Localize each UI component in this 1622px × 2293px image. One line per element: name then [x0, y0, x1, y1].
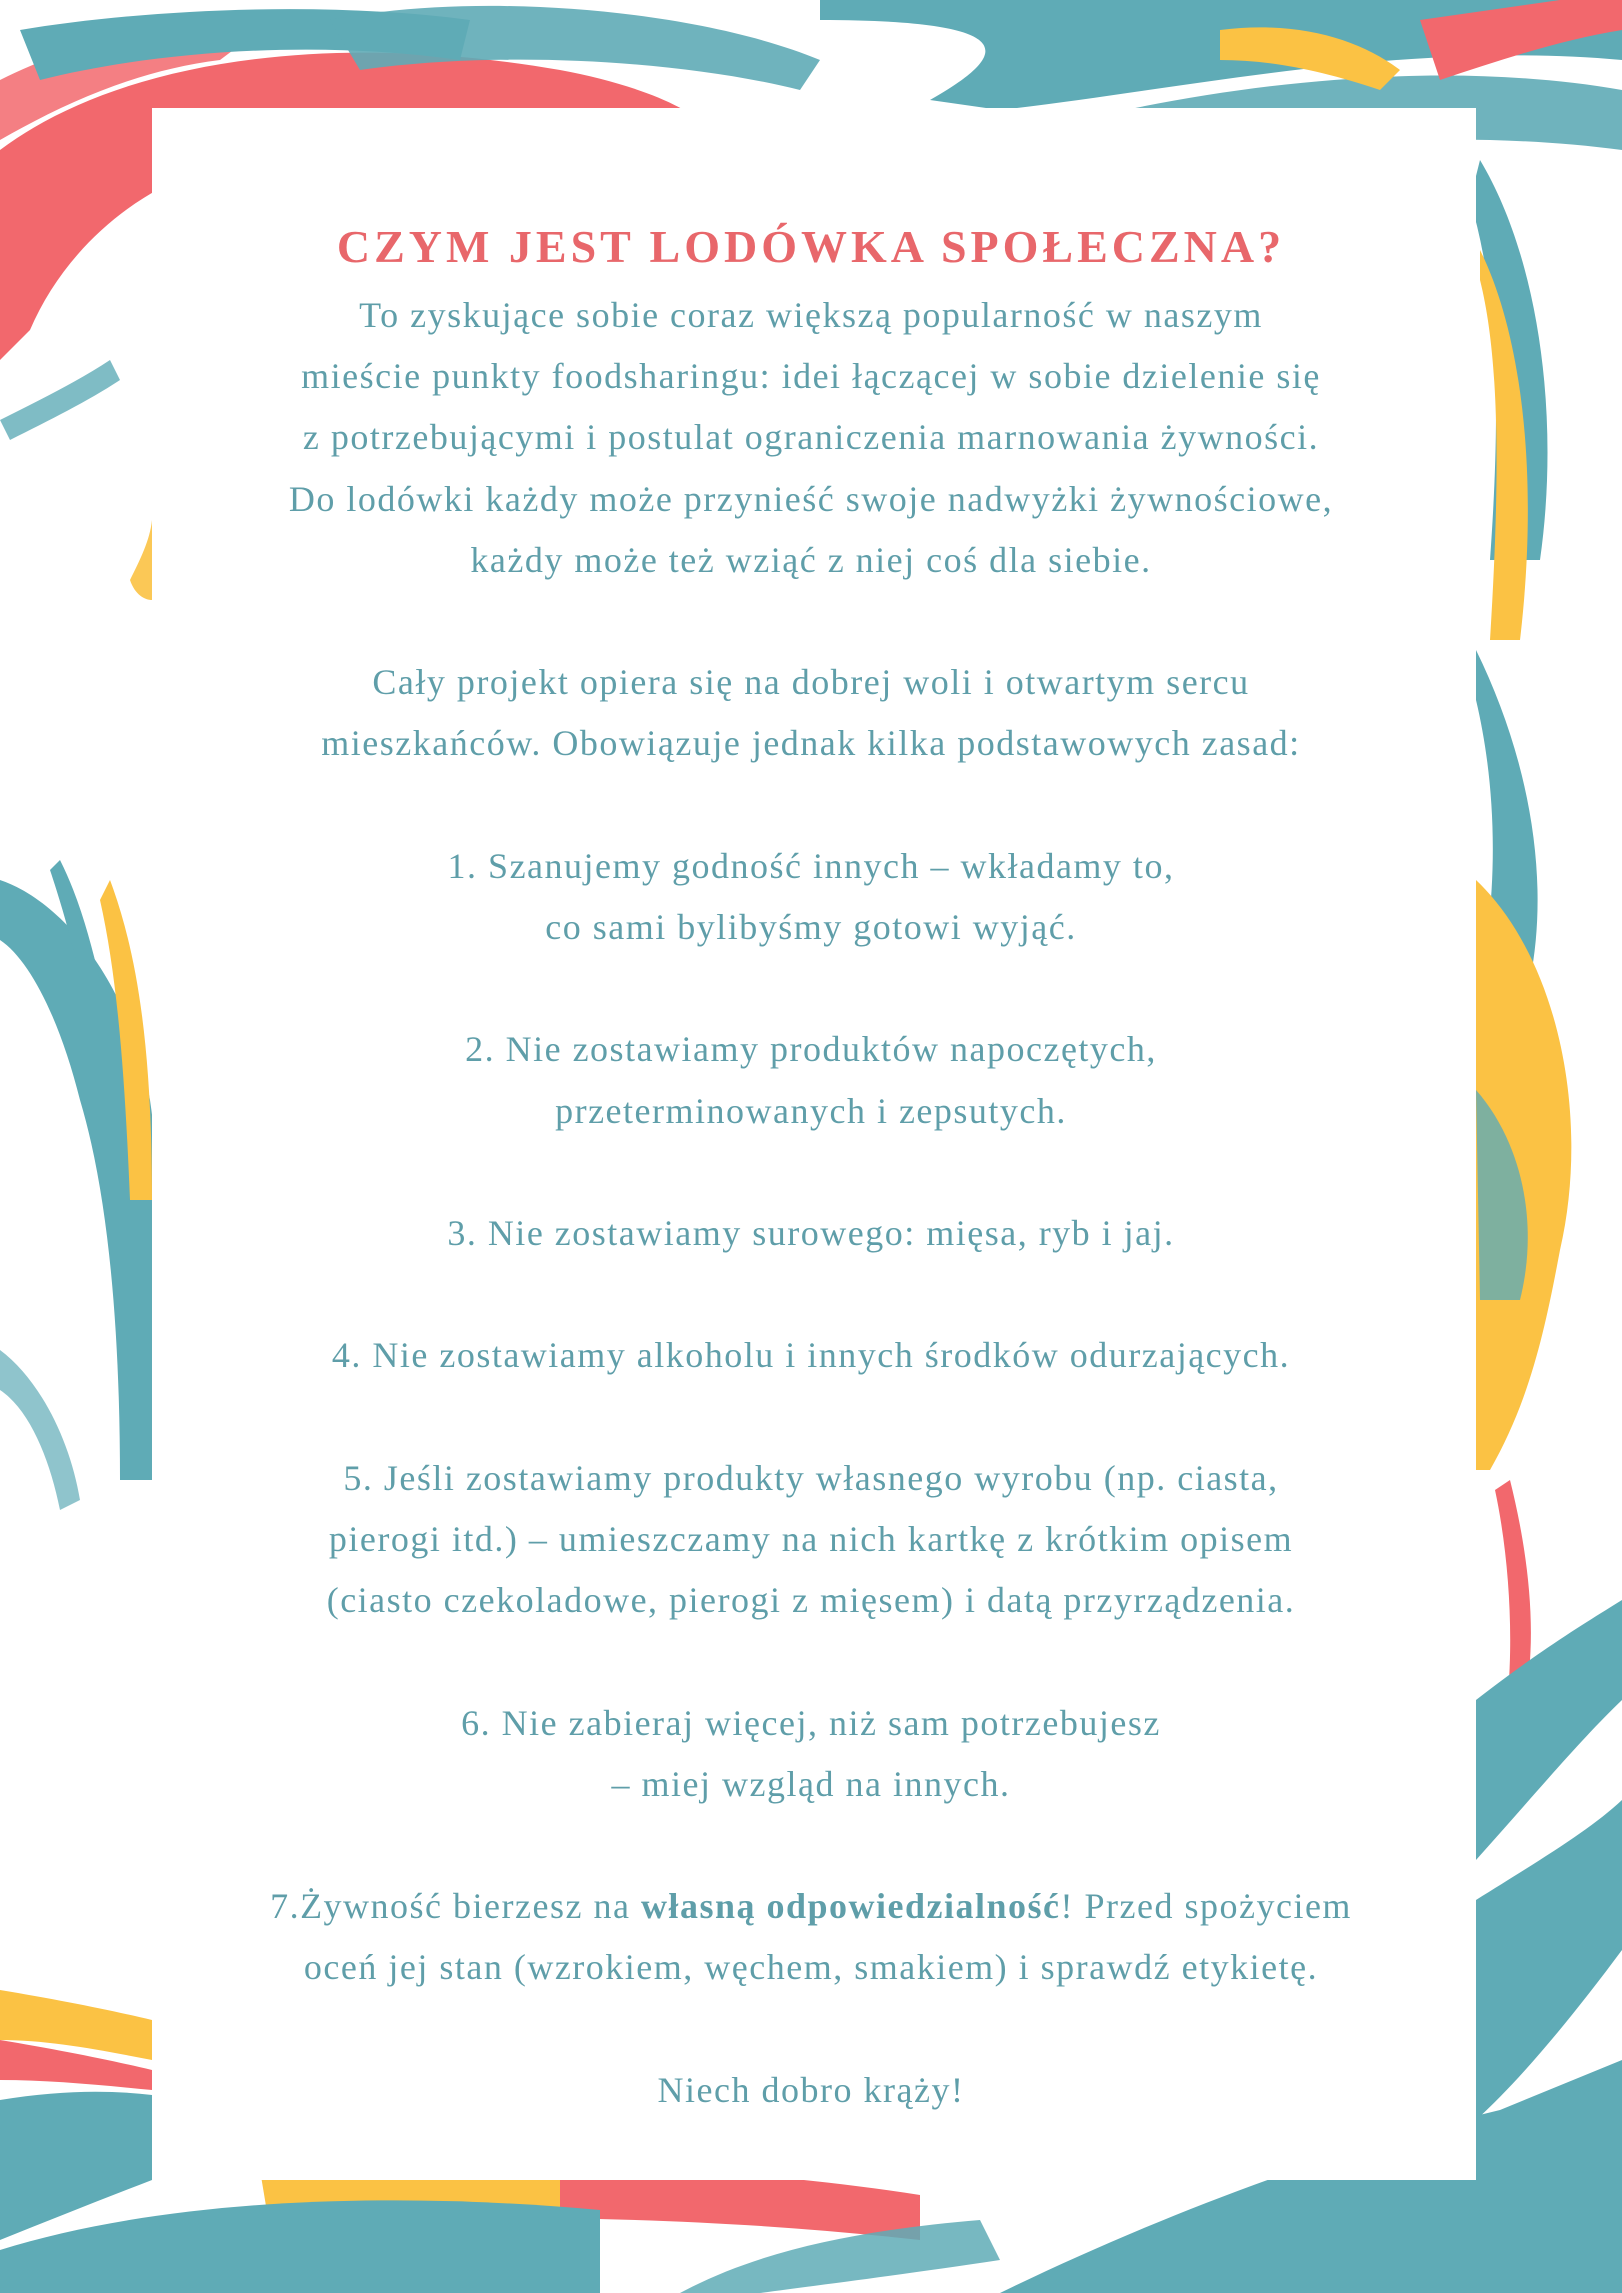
intro-line: mieście punkty foodsharingu: idei łączącej w sobie dzielenie się: [301, 356, 1321, 397]
closing-text: Niech dobro krąży!: [657, 2069, 965, 2110]
rule-line: 6. Nie zabieraj więcej, niż sam potrzebujesz: [461, 1702, 1161, 1743]
rule-line: co sami bylibyśmy gotowi wyjąć.: [545, 907, 1077, 947]
page-title: CZYM JEST LODÓWKA SPOŁECZNA?: [336, 220, 1286, 272]
rule-7: [0, 1876, 1622, 1998]
rule-line: 2. Nie zostawiamy produktów napoczętych,: [465, 1029, 1157, 1070]
rule-line: 1. Szanujemy godność innych – wkładamy to,: [447, 845, 1175, 886]
project-paragraph: [0, 652, 1622, 774]
rule-line: 3. Nie zostawiamy surowego: mięsa, ryb i jaj.: [447, 1212, 1175, 1253]
rule-line: [0, 1876, 1622, 1937]
intro-line: każdy może też wziąć z niej coś dla siebie.: [470, 539, 1152, 580]
intro-line: Do lodówki każdy może przynieść swoje nadwyżki żywnościowe,: [288, 478, 1334, 519]
rule-4: [0, 1325, 1622, 1386]
rule-1: [0, 836, 1622, 958]
teal-brush-stroke: [0, 2200, 600, 2293]
intro-line: z potrzebującymi i postulat ograniczenia marnowania żywności.: [302, 417, 1320, 458]
intro-line: To zyskujące sobie coraz większą popularność w naszym: [359, 295, 1263, 335]
rule-7-emphasis: własną odpowiedzialność: [640, 1886, 1061, 1927]
rule-3: [0, 1203, 1622, 1264]
rule-2: [0, 1019, 1622, 1141]
rule-6: [0, 1693, 1622, 1815]
project-line: mieszkańców. Obowiązuje jednak kilka podstawowych zasad:: [321, 723, 1301, 764]
rule-line: przeterminowanych i zepsutych.: [555, 1090, 1067, 1131]
closing-line: [0, 2060, 1622, 2121]
document-body: [0, 285, 1622, 2121]
rule-line: oceń jej stan (wzrokiem, węchem, smakiem) i sprawdź etykietę.: [303, 1947, 1319, 1988]
rule-line: 4. Nie zostawiamy alkoholu i innych środków odurzających.: [331, 1335, 1291, 1376]
rule-line: (ciasto czekoladowe, pierogi z mięsem) i datą przyrządzenia.: [326, 1580, 1296, 1621]
rule-5: [0, 1448, 1622, 1632]
rule-line: – miej wzgląd na innych.: [611, 1763, 1011, 1804]
project-line: Cały projekt opiera się na dobrej woli i otwartym sercu: [372, 662, 1250, 703]
rule-line: 5. Jeśli zostawiamy produkty własnego wyrobu (np. ciasta,: [343, 1457, 1279, 1498]
rule-7-prefix: 7.Żywność bierzesz na: [270, 1886, 641, 1927]
rule-7-suffix: ! Przed spożyciem: [1060, 1886, 1352, 1927]
intro-paragraph: [0, 285, 1622, 591]
rule-line: pierogi itd.) – umieszczamy na nich kartkę z krótkim opisem: [328, 1518, 1294, 1559]
